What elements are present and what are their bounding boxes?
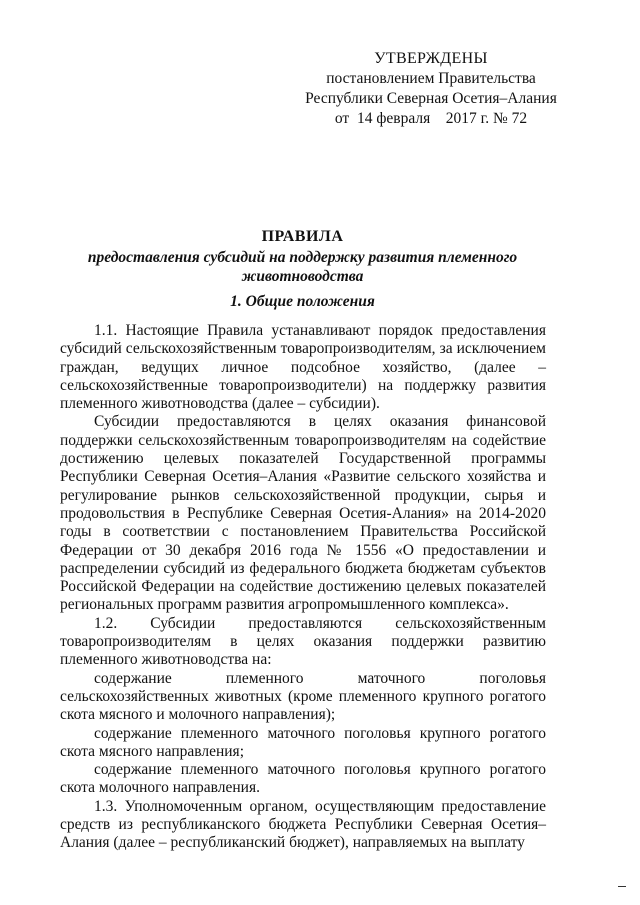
- approval-line-2: Республики Северная Осетия–Алания: [305, 90, 557, 107]
- paragraph: 1.3. Уполномоченным органом, осуществляющим предоставление средств из республиканского бюджета Республики Северная Осетия–Алания (далее – республиканский бюджет), направляемых на выплату: [60, 797, 546, 852]
- approval-heading: УТВЕРЖДЕНЫ: [374, 50, 488, 67]
- approval-line-1: постановлением Правительства: [326, 70, 536, 87]
- paragraph: Субсидии предоставляются в целях оказания финансовой поддержки сельскохозяйственным товаропроизводителям на содействие достижению целевых показателей Государственной программы Республики Северная Осетия–Алания «Развитие сельского хозяйства и регулирование рынков сельскохозяйственной продукции, сырья и продовольствия в Республике Северная Осетия-Алания» на 2014-2020 годы в соответствии с постановлением Правительства Российской Федерации от 30 декабря 2016 года № 1556 «О предоставлении и распределении субсидий из федерального бюджета бюджетам субъектов Российской Федерации на содействие достижению целевых показателей региональных программ развития агропромышленного комплекса».: [60, 413, 546, 614]
- approval-stamp-block: [296, 49, 566, 129]
- list-item: содержание племенного маточного поголовья крупного рогатого скота молочного направления.: [60, 761, 546, 797]
- paragraph: 1.1. Настоящие Правила устанавливают порядок предоставления субсидий сельскохозяйственным товаропроизводителям, за исключением граждан, ведущих личное подсобное хозяйство, (далее – сельскохозяйственные товаропроизводители) на поддержку развития племенного животноводства (далее – субсидии).: [60, 322, 546, 413]
- document-title: ПРАВИЛА: [261, 228, 344, 245]
- section-heading: 1. Общие положения: [230, 293, 375, 310]
- document-subtitle: предоставления субсидий на поддержку развития племенного животноводства: [87, 249, 518, 285]
- document-title-block: [60, 226, 545, 286]
- page-edge-mark: [618, 886, 626, 887]
- list-item: содержание племенного маточного поголовья сельскохозяйственных животных (кроме племенного крупного рогатого скота мясного и молочного направления);: [60, 669, 546, 724]
- approval-date-line: от 14 февраля 2017 г. № 72: [334, 110, 528, 127]
- paragraph: 1.2. Субсидии предоставляются сельскохозяйственным товаропроизводителям в целях оказания поддержки развитию племенного животноводства на:: [60, 614, 546, 669]
- list-item: содержание племенного маточного поголовья крупного рогатого скота мясного направления;: [60, 724, 546, 760]
- document-body: [60, 322, 546, 853]
